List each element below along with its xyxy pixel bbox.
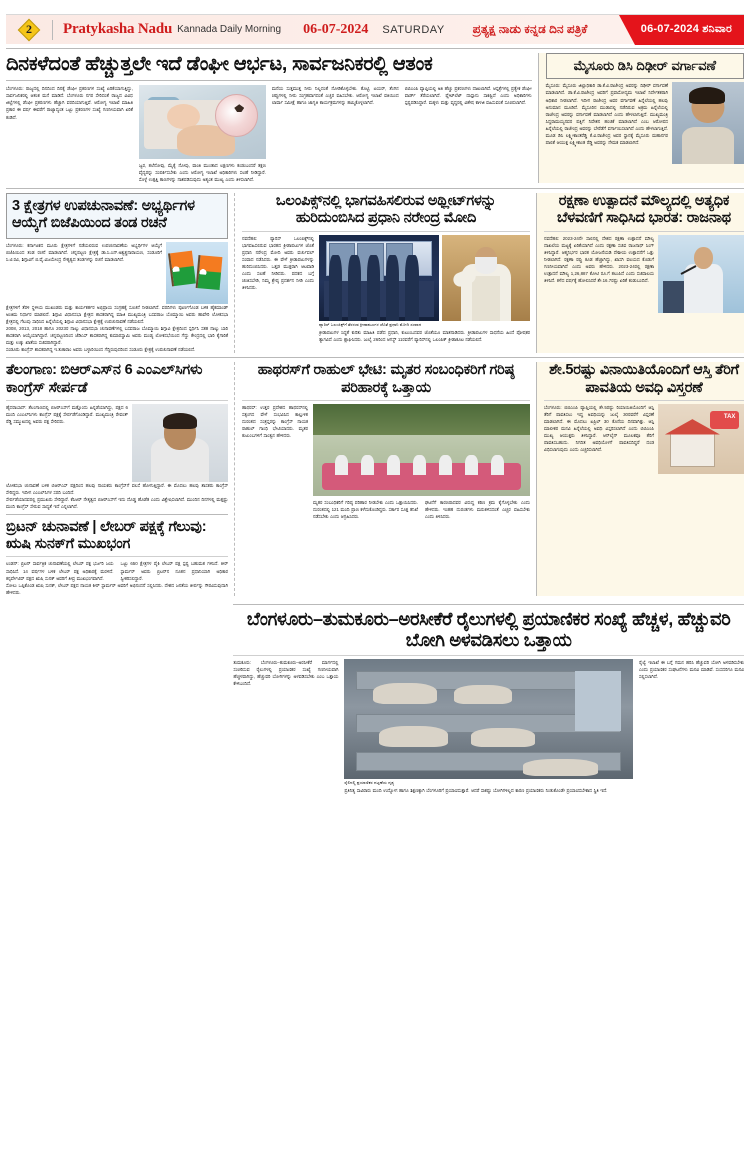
right-rail [538,53,744,183]
lotus-icon-1 [171,265,180,272]
telangana-headline: ತೆಲಂಗಾಣ: ಬಿಆರ್‌ಎಸ್‌ನ 6 ಎಂಎಲ್‌ಸಿಗಳು ಕಾಂಗ್ರೆಸ್ ಸೇರ್ಪಡೆ [6,362,203,396]
crowd-person-7 [491,455,504,475]
hathras-text-2: ಮೃತರ ಸಂಬಂಧಿಕರಿಗೆ ಗರಿಷ್ಠ ಪರಿಹಾರ ನೀಡಬೇಕು ಎಂದು ಒತ್ತಾಯಿಸಿದರು. ದುರಂತದಲ್ಲಿ 121 ಮಂದಿ ಪ್ರಾಣ ಕಳೆದುಕೊಂಡಿದ್ದರು. ಸರ್ಕಾರ ಸೂಕ್ತ ತನಿಖೆ ನಡೆಸಬೇಕು ಎಂದು ಆಗ್ರಹಿಸಿದರು. [313,499,418,519]
lead-col-3 [272,85,399,183]
rajnath-story [536,193,744,353]
tax-story [536,362,744,596]
britain-text-3: ಸೋಲು ಒಪ್ಪಿಕೊಂಡ ಋಷಿ ಸುನಕ್, ಲೇಬರ್ ಪಕ್ಷದ ನಾಯಕ ಕೀರ್ ಸ್ಟಾರ್ಮರ್ ಅವರಿಗೆ ಅಭಿನಂದನೆ ಸಲ್ಲಿಸಿದರು. ದೇಶದ ಜನತೆಯ ತೀರ್ಪನ್ನು ಗೌರವಿಸುವುದಾಗಿ ಹೇಳಿದರು. [6,582,228,595]
section-rule-2 [6,357,744,358]
britain-text-1: ಲಂಡನ್: ಬ್ರಿಟನ್ ಸಾರ್ವತ್ರಿಕ ಚುನಾವಣೆಯಲ್ಲಿ ಲೇಬರ್ ಪಕ್ಷ ಭರ್ಜರಿ ಜಯ ಸಾಧಿಸಿದೆ. 14 ವರ್ಷಗಳ ಬಳಿಕ ಲೇಬರ್ ಪಕ್ಷ ಅಧಿಕಾರಕ್ಕೆ ಮರಳಿದೆ. ಕನ್ಸರ್ವೇಟಿವ್ ಪಕ್ಷದ ಋಷಿ ಸುನಕ್ ಅವರಿಗೆ ತೀವ್ರ ಮುಖಭಂಗವಾಗಿದೆ. [6,561,114,581]
crowd-person-1 [335,455,348,475]
passenger-3 [379,726,448,748]
railway-text-1: ತುಮಕೂರು: ಬೆಂಗಳೂರು–ತುಮಕೂರು–ಅರಸೀಕೆರೆ ಮಾರ್ಗದಲ್ಲಿ ಸಂಚರಿಸುವ ರೈಲುಗಳಲ್ಲಿ ಪ್ರಯಾಣಿಕರ ಸಂಖ್ಯೆ ಗಣನೀಯವಾಗಿ ಹೆಚ್ಚಳವಾಗಿದ್ದು, ಹೆಚ್ಚುವರಿ ಬೋಗಿಗಳನ್ನು ಅಳವಡಿಸಬೇಕು ಎಂಬ ಒತ್ತಾಯ ಕೇಳಿಬಂದಿದೆ. [233,659,339,686]
bjp-flag-icon-1 [168,250,195,286]
lead-col-4 [405,85,532,183]
masthead-kannada-tagline: ಪ್ರತ್ಯಕ್ಷ ನಾಡು ಕನ್ನಡ ದಿನ ಪತ್ರಿಕೆ [472,22,588,36]
bjp-flag-icon-2 [196,256,222,291]
lead-col-2 [139,85,266,183]
masthead-divider [52,20,53,40]
rajnath-text: ನವದೆಹಲಿ: 2023-24ನೇ ಸಾಲಿನಲ್ಲಿ ದೇಶದ ರಕ್ಷಣಾ ಉತ್ಪಾದನೆ ಮೌಲ್ಯ ದಾಖಲೆಯ ಮಟ್ಟಕ್ಕೆ ಏರಿಕೆಯಾಗಿದೆ ಎಂದು ರಕ್ಷಣಾ ಸಚಿವ ರಾಜನಾಥ್ ಸಿಂಗ್ ತಿಳಿಸಿದ್ದಾರೆ. ಆತ್ಮನಿರ್ಭರ ಭಾರತ ಯೋಜನೆಯಡಿ ದೇಶೀಯ ಉತ್ಪಾದನೆಗೆ ಒತ್ತು ನೀಡಲಾಗಿದೆ. ರಕ್ಷಣಾ ರಫ್ತು ಕೂಡ ಹೆಚ್ಚಾಗಿದ್ದು, ಖಾಸಗಿ ವಲಯದ ಕೊಡುಗೆ ಗಣನೀಯವಾಗಿದೆ ಎಂದು ಅವರು ಹೇಳಿದರು. 2023-24ರಲ್ಲಿ ರಕ್ಷಣಾ ಉತ್ಪಾದನೆ ಮೌಲ್ಯ 1,26,887 ಕೋಟಿ ರೂ.ಗೆ ತಲುಪಿದೆ ಎಂದು ಸಚಿವಾಲಯ ತಿಳಿಸಿದೆ. ಕಳೆದ ವರ್ಷಕ್ಕೆ ಹೋಲಿಸಿದರೆ ಶೇ.16.7ರಷ್ಟು ಏರಿಕೆ ಕಂಡುಬಂದಿದೆ. [544,235,654,284]
train-crowd-photo [344,659,633,779]
audience-person-2 [348,255,361,320]
dc-body-icon [682,127,734,165]
britain-rule [6,556,228,557]
olympics-story [234,193,530,353]
section-rule-1 [6,188,744,189]
second-band [6,193,744,353]
railway-top-rule [233,604,744,605]
hathras-story [234,362,530,596]
railway-headline: ಬೆಂಗಳೂರು–ತುಮಕೂರು–ಅರಸೀಕೆರೆ ರೈಲುಗಳಲ್ಲಿ ಪ್ರಯಾಣಿಕರ ಸಂಖ್ಯೆ ಹೆಚ್ಚಳ, ಹೆಚ್ಚುವರಿ ಬೋಗಿ ಅಳವಡಿಸಲು ಒತ್ತಾಯ [246,609,731,651]
masthead [6,14,744,44]
mosquito-bubble-icon [215,94,258,137]
olympics-virtual-meet-photo [319,235,439,321]
bypoll-headline: 3 ಕ್ಷೇತ್ರಗಳ ಉಪಚುನಾವಣೆ: ಅಭ್ಯರ್ಥಿಗಳ ಆಯ್ಕೆಗೆ ಬಿಜೆಪಿಯಿಂದ ತಂಡ ರಚನೆ [12,198,195,232]
bypoll-story [6,193,228,353]
mysuru-dc-headline: ಮೈಸೂರು ಡಿಸಿ ದಿಢೀರ್ ವರ್ಗಾವಣೆ [573,58,716,73]
britain-text-2: ಒಟ್ಟು 650 ಕ್ಷೇತ್ರಗಳ ಪೈಕಿ ಲೇಬರ್ ಪಕ್ಷ ಸ್ಪಷ್ಟ ಬಹುಮತ ಗಳಿಸಿದೆ. ಕೀರ್ ಸ್ಟಾರ್ಮರ್ ಅವರು ಬ್ರಿಟನ್‌ನ ನೂತನ ಪ್ರಧಾನಿಯಾಗಿ ಅಧಿಕಾರ ಸ್ವೀಕರಿಸಲಿದ್ದಾರೆ. [120,561,228,581]
railway-photo-caption: ರೈಲಿನಲ್ಲಿ ಪ್ರಯಾಣಿಕರ ದಟ್ಟಣೆಯ ದೃಶ್ಯ [344,779,395,785]
lead-story-columns [6,85,532,183]
newspaper-subtitle: Kannada Daily Morning [177,24,282,35]
lead-story-rule [6,80,532,81]
mysuru-dc-headline-box [546,53,744,79]
revanth-hair-icon [163,413,198,429]
passenger-5 [523,759,598,776]
crowd-person-4 [413,455,426,475]
crowd-person-5 [439,455,452,475]
newspaper-title: Pratykasha Nadu [63,21,173,37]
lead-col-3-text: ಮನೆಯ ಸುತ್ತಮುತ್ತ ನೀರು ನಿಲ್ಲದಂತೆ ನೋಡಿಕೊಳ್ಳಬೇಕು. ತೊಟ್ಟಿ, ಟಯರ್, ತೆಂಗಿನ ಚಿಪ್ಪುಗಳಲ್ಲಿ ನೀರು ಸಂಗ್ರಹವಾಗದಂತೆ ಎಚ್ಚರ ವಹಿಸಬೇಕು. ಆರೋಗ್ಯ ಇಲಾಖೆ ವತಿಯಿಂದ ಲಾರ್ವಾ ಸಮೀಕ್ಷೆ ಹಾಗೂ ಜಾಗೃತಿ ಕಾರ್ಯಕ್ರಮಗಳನ್ನು ಹಮ್ಮಿಕೊಳ್ಳಲಾಗಿದೆ. [271,86,399,106]
tree-background-icon [313,404,530,435]
passenger-4 [471,728,534,747]
olympics-photo-caption: ಪ್ಯಾರಿಸ್ ಒಲಂಪಿಕ್ಸ್‌ಗೆ ತೆರಳುವ ಕ್ರೀಡಾಪಟುಗಳ ಜೊತೆ ಪ್ರಧಾನಿ ಮೋದಿ ಸಂವಾದ [319,321,422,327]
railway-story [233,600,744,794]
bypoll-headline-box [6,193,228,238]
bypoll-text-3: 2008, 2013, 2018 ಹಾಗೂ 2023ರ ನಾಲ್ಕು ವಿಧಾನಸಭಾ ಚುನಾವಣೆಗಳಲ್ಲಿ ಬಸವರಾಜ ಬೊಮ್ಮಾಯಿ ಶಿಗ್ಗಾವಿ ಕ್ಷೇತ್ರದಿಂದ ಸ್ಪರ್ಧಿಸಿ ಸತತ ನಾಲ್ಕು ಬಾರಿ ಶಾಸಕರಾಗಿ ಆಯ್ಕೆಯಾಗಿದ್ದಾರೆ. ಚನ್ನಪಟ್ಟಣದಿಂದ ಜೆಡಿಎಸ್ ಶಾಸಕರಾಗಿದ್ದ ಕುಮಾರಸ್ವಾಮಿ ಅವರು ಮಂಡ್ಯ ಲೋಕಸಭೆಯಿಂದ ಗೆದ್ದು ಕೇಂದ್ರದಲ್ಲಿ ಭಾರಿ ಕೈಗಾರಿಕೆ ಮತ್ತು ಉಕ್ಕು ಖಾತೆಯ ಸಚಿವರಾಗಿದ್ದಾರೆ. [6,325,228,346]
property-tax-photo [658,404,744,474]
masthead-day: SATURDAY [382,23,445,36]
bjp-flags-photo [166,242,228,304]
passenger-2 [454,685,512,704]
masthead-date: 06-07-2024 [303,21,369,37]
bypoll-text-1: ಬೆಂಗಳೂರು: ಕರ್ನಾಟಕದ ಮೂರು ಕ್ಷೇತ್ರಗಳಿಗೆ ನಡೆಯಲಿರುವ ಉಪಚುನಾವಣೆಯ ಅಭ್ಯರ್ಥಿಗಳ ಆಯ್ಕೆಗೆ ಬಿಜೆಪಿಯಿಂದ ತಂಡ ರಚನೆ ಮಾಡಲಾಗಿದೆ. ಚನ್ನಪಟ್ಟಣ ಕ್ಷೇತ್ರಕ್ಕೆ ಡಾ.ಸಿ.ಎನ್.ಅಶ್ವತ್ಥನಾರಾಯಣ, ಸಂಡೂರಿಗೆ ಸಿ.ಟಿ.ರವಿ, ಶಿಗ್ಗಾವಿಗೆ ಬಿ.ವೈ.ವಿಜಯೇಂದ್ರ ನೇತೃತ್ವದ ತಂಡಗಳನ್ನು ರಚನೆ ಮಾಡಲಾಗಿದೆ. [6,242,162,262]
hathras-rule [242,400,530,401]
newspaper-page [0,14,750,1162]
telangana-text-1: ಹೈದರಾಬಾದ್: ತೆಲಂಗಾಣದಲ್ಲಿ ಬಿಆರ್‌ಎಸ್‌ಗೆ ಮತ್ತೊಂದು ಹಿನ್ನಡೆಯಾಗಿದ್ದು, ಪಕ್ಷದ 6 ಮಂದಿ ಎಂಎಲ್‌ಸಿಗಳು ಕಾಂಗ್ರೆಸ್ ಪಕ್ಷಕ್ಕೆ ಸೇರ್ಪಡೆಗೊಂಡಿದ್ದಾರೆ. ಮುಖ್ಯಮಂತ್ರಿ ರೇವಂತ್ ರೆಡ್ಡಿ ಸಮ್ಮುಖದಲ್ಲಿ ಅವರು ಪಕ್ಷ ಸೇರಿದರು. [6,404,128,424]
masthead-bottom-rule [6,48,744,49]
telangana-rule [6,400,228,401]
crowd-person-6 [465,455,478,475]
tax-tag-label: TAX [723,414,736,421]
rajnath-photo [658,235,744,313]
crowd-person-3 [387,455,400,475]
lead-col-1 [6,85,133,183]
page-number-badge [16,19,42,41]
railway-text-3: ರೈಲ್ವೆ ಇಲಾಖೆ ಈ ಬಗ್ಗೆ ಗಮನ ಹರಿಸಿ ಹೆಚ್ಚುವರಿ ಬೋಗಿ ಅಳವಡಿಸಬೇಕು ಎಂದು ಪ್ರಯಾಣಿಕರ ಸಂಘಟನೆಗಳು ಮನವಿ ಮಾಡಿವೆ. ಸಂಸದರಿಗೂ ಮನವಿ ಸಲ್ಲಿಸಲಾಗಿದೆ. [639,659,744,679]
tax-rule [544,400,744,401]
olympics-rule [242,231,530,232]
bypoll-text-4: ಸಂಡೂರು ಕಾಂಗ್ರೆಸ್ ಶಾಸಕರಾಗಿದ್ದ ಇ.ತುಕಾರಾಂ ಅವರು ಬಳ್ಳಾರಿಯಿಂದ ಗೆದ್ದಿರುವುದರಿಂದ ಸಂಡೂರು ಕ್ಷೇತ್ರಕ್ಕೆ ಉಪಚುನಾವಣೆ ನಡೆಯಲಿದೆ. [6,347,196,353]
modi-photo [442,235,530,321]
railway-band [6,600,744,794]
hathras-text-1: ಹಾಥರಸ್: ಉತ್ತರ ಪ್ರದೇಶದ ಹಾಥರಸ್‌ನಲ್ಲಿ ಸತ್ಸಂಗದ ವೇಳೆ ಸಂಭವಿಸಿದ ಕಾಲ್ತುಳಿತ ದುರಂತದ ಸಂತ್ರಸ್ತರನ್ನು ಕಾಂಗ್ರೆಸ್ ನಾಯಕ ರಾಹುಲ್ ಗಾಂಧಿ ಭೇಟಿಯಾದರು. ಮೃತರ ಕುಟುಂಬಗಳಿಗೆ ಸಾಂತ್ವನ ಹೇಳಿದರು. [242,404,308,439]
tax-text: ಬೆಂಗಳೂರು: ಬಿಬಿಎಂಪಿ ವ್ಯಾಪ್ತಿಯಲ್ಲಿ ಶೇ.5ರಷ್ಟು ರಿಯಾಯಿತಿಯೊಂದಿಗೆ ಆಸ್ತಿ ತೆರಿಗೆ ಪಾವತಿಸಲು ಇದ್ದ ಅವಧಿಯನ್ನು ಜುಲೈ 30ರವರೆಗೆ ವಿಸ್ತರಣೆ ಮಾಡಲಾಗಿದೆ. ಈ ಮೊದಲು ಏಪ್ರಿಲ್ 30 ಕೊನೆಯ ದಿನವಾಗಿತ್ತು. ಆಸ್ತಿ ಮಾಲೀಕರ ಮನವಿ ಹಿನ್ನೆಲೆಯಲ್ಲಿ ಅವಧಿ ವಿಸ್ತರಿಸಲಾಗಿದೆ ಎಂದು ಬಿಬಿಎಂಪಿ ಮುಖ್ಯ ಆಯುಕ್ತರು ತಿಳಿಸಿದ್ದಾರೆ. ಆನ್‌ಲೈನ್ ಮೂಲಕವೂ ತೆರಿಗೆ ಪಾವತಿಸಬಹುದು. ನಿಗದಿತ ಅವಧಿಯೊಳಗೆ ಪಾವತಿಸದಿದ್ದರೆ ದಂಡ ವಿಧಿಸಲಾಗುವುದು ಎಂದು ಎಚ್ಚರಿಸಲಾಗಿದೆ. [544,404,654,453]
masthead-date-badge [635,15,744,45]
mysuru-dc-photo [672,82,744,164]
revanth-reddy-photo [132,404,228,482]
train-window-icon [575,671,621,731]
rajnath-body-icon [684,264,724,312]
lotus-icon-2 [199,269,208,276]
tax-headline: ಶೇ.5ರಷ್ಟು ವಿನಾಯಿತಿಯೊಂದಿಗೆ ಆಸ್ತಿ ತೆರಿಗೆ ಪಾವತಿಯ ಅವಧಿ ವಿಸ್ತರಣೆ [549,362,739,396]
lead-story-headline: ದಿನಕಳೆದಂತೆ ಹೆಚ್ಚುತ್ತಲೇ ಇದೆ ಡೆಂಘೀ ಆರ್ಭಟ, ಸಾರ್ವಜನಿಕರಲ್ಲಿ ಆತಂಕ [6,53,433,75]
olympics-text-2: ಕ್ರೀಡಾಪಟುಗಳ ಸಿದ್ಧತೆ ಕುರಿತು ಮಾಹಿತಿ ಪಡೆದ ಪ್ರಧಾನಿ, ಕುಟುಂಬದವರ ಜೊತೆಯೂ ಮಾತನಾಡಿದರು. ಕ್ರೀಡಾಪಟುಗಳ ಸಾಧನೆಯ ಹಿಂದೆ ಪೋಷಕರ ತ್ಯಾಗವಿದೆ ಎಂದು ಶ್ಲಾಘಿಸಿದರು. ಜುಲೈ 26ರಿಂದ ಆಗಸ್ಟ್ 11ರವರೆಗೆ ಪ್ಯಾರಿಸ್‌ನಲ್ಲಿ ಒಲಂಪಿಕ್ ಕ್ರೀಡಾಕೂಟ ನಡೆಯಲಿದೆ. [319,329,530,342]
dc-hair-icon [689,87,725,103]
audience-person-5 [405,255,418,320]
hathras-headline: ಹಾಥರಸ್‌ಗೆ ರಾಹುಲ್ ಭೇಟಿ: ಮೃತರ ಸಂಬಂಧಿಕರಿಗೆ ಗರಿಷ್ಠ ಪರಿಹಾರಕ್ಕೆ ಒತ್ತಾಯ [257,362,515,396]
page-number: 2 [26,22,32,36]
hathras-text-3: ಘಟನೆಗೆ ಕಾರಣರಾದವರ ವಿರುದ್ಧ ಕಠಿಣ ಕ್ರಮ ಕೈಗೊಳ್ಳಬೇಕು ಎಂದು ಹೇಳಿದರು. ಇಂತಹ ದುರಂತಗಳು ಮರುಕಳಿಸದಂತೆ ಎಚ್ಚರ ವಹಿಸಬೇಕು ಎಂದು ತಿಳಿಸಿದರು. [425,499,530,519]
lead-story [6,53,532,183]
britain-divider [6,514,228,515]
passenger-1 [373,683,436,705]
telangana-text-2: ಲೋಕಸಭಾ ಚುನಾವಣೆ ಬಳಿಕ ಬಿಆರ್‌ಎಸ್ ಪಕ್ಷದಿಂದ ಹಲವು ನಾಯಕರು ಕಾಂಗ್ರೆಸ್‌ಗೆ ವಲಸೆ ಹೋಗುತ್ತಿದ್ದಾರೆ. ಈ ಮೊದಲು ಹಲವು ಶಾಸಕರು ಕಾಂಗ್ರೆಸ್ ಸೇರಿದ್ದರು. ಇದೀಗ ಎಂಎಲ್‌ಸಿಗಳ ಸರದಿ ಬಂದಿದೆ. [6,482,228,495]
railway-left-spacer [6,600,227,794]
modi-vest-icon [472,276,500,321]
masthead-date-badge-text: 06-07-2024 ಶನಿವಾರ [640,23,732,35]
mysuru-dc-text: ಮೈಸೂರು: ಮೈಸೂರು ಜಿಲ್ಲಾಧಿಕಾರಿ ಡಾ.ಕೆ.ವಿ.ರಾಜೇಂದ್ರ ಅವರನ್ನು ದಿಢೀರ್ ವರ್ಗಾವಣೆ ಮಾಡಲಾಗಿದೆ. ಡಾ.ಕೆ.ವಿ.ರಾಜೇಂದ್ರ ಅವರಿಗೆ ಪ್ರವಾಸೋದ್ಯಮ ಇಲಾಖೆ ನಿರ್ದೇಶಕರಾಗಿ ಅಧಿಕಾರ ನೀಡಲಾಗಿದೆ. ಇದೀಗ ರಾಜೇಂದ್ರ ಅವರ ವರ್ಗಾವಣೆ ಹಿನ್ನೆಲೆಯಲ್ಲಿ ಹಲವು ಅನುಮಾನ ಮೂಡಿದೆ. ಮೈಸೂರಿನ ಮುಡಾದಲ್ಲಿ ನಡೆದಿರುವ ಅಕ್ರಮ ಹಿನ್ನೆಲೆಯಲ್ಲಿ ರಾಜೇಂದ್ರ ಅವರನ್ನು ವರ್ಗಾವಣೆ ಮಾಡಲಾಗಿದೆ ಎಂದು ಹೇಳಲಾಗುತ್ತಿದೆ. ಮುಖ್ಯಮಂತ್ರಿ ಸಿದ್ದರಾಮಯ್ಯನವರ ಪತ್ನಿಗೆ ನಿವೇಶನ ಹಂಚಿಕೆ ಮಾಡಲಾಗಿದೆ ಎಂಬ ಆರೋಪದ ಹಿನ್ನೆಲೆಯಲ್ಲಿ ರಾಜೇಂದ್ರ ಅವರನ್ನು ಬೇರೆಡೆಗೆ ವರ್ಗಾಯಿಸಲಾಗಿದೆ ಎಂದು ಹೇಳಲಾಗುತ್ತಿದೆ. ಮೂಡ ಡಿಸಿ ಲಕ್ಷ್ಮೀಕಾಂತರೆಡ್ಡಿ ಕೆ.ವಿ.ರಾಜೇಂದ್ರ ಅವರ ಸ್ಥಾನಕ್ಕೆ ಮೈಸೂರು ಮಹಾನಗರ ಪಾಲಿಕೆ ಆಯುಕ್ತ ಲಕ್ಷ್ಮೀಕಾಂತ ರೆಡ್ಡಿ ಅವರನ್ನು ನೇಮಕ ಮಾಡಲಾಗಿದೆ. [545,83,668,146]
third-band [6,362,744,596]
audience-person-3 [367,255,380,320]
rajnath-head-icon [694,247,713,269]
lead-col-4-text: ಬಿಬಿಎಂಪಿ ವ್ಯಾಪ್ತಿಯಲ್ಲಿ ಅತಿ ಹೆಚ್ಚು ಪ್ರಕರಣಗಳು ದಾಖಲಾಗಿವೆ. ಆಸ್ಪತ್ರೆಗಳಲ್ಲಿ ಪ್ರತ್ಯೇಕ ಡೆಂಘೀ ವಾರ್ಡ್ ತೆರೆಯಲಾಗಿದೆ. ಪ್ಲೇಟ್‌ಲೆಟ್ ದಾಸ್ತಾನು ಸಾಕಷ್ಟಿದೆ ಎಂದು ಅಧಿಕಾರಿಗಳು ಸ್ಪಷ್ಟಪಡಿಸಿದ್ದಾರೆ. ಮಕ್ಕಳು ಮತ್ತು ವೃದ್ಧರಲ್ಲಿ ವಿಶೇಷ ಕಾಳಜಿ ವಹಿಸುವಂತೆ ಸೂಚಿಸಲಾಗಿದೆ. [404,86,532,106]
bypoll-text-2: ಕ್ಷೇತ್ರಗಳಿಗೆ ತೆರಳಿ ಸ್ಥಳೀಯ ಮುಖಂಡರು ಮತ್ತು ಕಾರ್ಯಕರ್ತರ ಅಭಿಪ್ರಾಯ ಸಂಗ್ರಹಕ್ಕೆ ಸೂಚನೆ ನೀಡಲಾಗಿದೆ. ವರದಿಗಳು ಪೂರ್ಣಗೊಂಡ ಬಳಿಕ ಹೈಕಮಾಂಡ್ ಅಂತಿಮ ನಿರ್ಧಾರ ಮಾಡಲಿದೆ. ಶಿಗ್ಗಾವಿ ವಿಧಾನಸಭಾ ಕ್ಷೇತ್ರದ ಶಾಸಕರಾಗಿದ್ದ ಮಾಜಿ ಮುಖ್ಯಮಂತ್ರಿ ಬಸವರಾಜ ಬೊಮ್ಮಾಯಿ ಅವರು ಹಾವೇರಿ ಲೋಕಸಭಾ ಕ್ಷೇತ್ರದಲ್ಲಿ ಗೆಲುವು ಸಾಧಿಸಿದ ಹಿನ್ನೆಲೆಯಲ್ಲಿ ಶಿಗ್ಗಾವಿ ವಿಧಾನಸಭಾ ಕ್ಷೇತ್ರಕ್ಕೆ ಉಪಚುನಾವಣೆ ನಡೆಯಲಿದೆ. [6,304,228,324]
telangana-text-3: ಸೇರ್ಪಡೆಯಾದವರಲ್ಲಿ ಪ್ರಮುಖರು ಸೇರಿದ್ದಾರೆ. ಕೆಸಿಆರ್ ನೇತೃತ್ವದ ಬಿಆರ್‌ಎಸ್‌ಗೆ ಇದು ದೊಡ್ಡ ಹೊಡೆತ ಎಂದು ವಿಶ್ಲೇಷಿಸಲಾಗಿದೆ. ಮುಂದಿನ ದಿನಗಳಲ್ಲಿ ಮತ್ತಷ್ಟು ಮಂದಿ ಕಾಂಗ್ರೆಸ್ ಸೇರುವ ಸಾಧ್ಯತೆ ಇದೆ ಎನ್ನಲಾಗಿದೆ. [6,496,228,510]
audience-person-1 [329,255,342,320]
britain-headline: ಬ್ರಿಟನ್ ಚುನಾವಣೆ | ಲೇಬರ್ ಪಕ್ಷಕ್ಕೆ ಗೆಲುವು: ಋಷಿ ಸುನಕ್‌ಗೆ ಮುಖಭಂಗ [6,519,207,553]
dengue-photo [139,85,266,159]
left-rail [6,362,228,596]
hathras-crowd-photo [313,404,530,496]
top-section [6,53,744,183]
lead-col-2-text: ಜ್ವರ, ತಲೆನೋವು, ಮೈಕೈ ನೋವು, ವಾಂತಿ ಮುಂತಾದ ಲಕ್ಷಣಗಳು ಕಂಡುಬಂದರೆ ತಕ್ಷಣ ವೈದ್ಯರನ್ನು ಸಂಪರ್ಕಿಸಬೇಕು ಎಂದು ಆರೋಗ್ಯ ಇಲಾಖೆ ಅಧಿಕಾರಿಗಳು ಸಲಹೆ ನೀಡಿದ್ದಾರೆ. ಸೊಳ್ಳೆ ಉತ್ಪತ್ತಿ ತಾಣಗಳನ್ನು ನಾಶಪಡಿಸುವುದು ಅತ್ಯಂತ ಮುಖ್ಯ ಎಂದು ತಿಳಿಸಲಾಗಿದೆ. [138,163,266,183]
rajnath-rule [544,231,744,232]
olympics-text-1: ನವದೆಹಲಿ: ಪ್ಯಾರಿಸ್ ಒಲಂಪಿಕ್ಸ್‌ನಲ್ಲಿ ಭಾಗವಹಿಸಲಿರುವ ಭಾರತದ ಕ್ರೀಡಾಪಟುಗಳ ಜೊತೆ ಪ್ರಧಾನಿ ನರೇಂದ್ರ ಮೋದಿ ಅವರು ವರ್ಚುವಲ್ ಸಂವಾದ ನಡೆಸಿದರು. ಈ ವೇಳೆ ಕ್ರೀಡಾಪಟುಗಳನ್ನು ಹುರಿದುಂಬಿಸಿದರು. ಒತ್ತಡ ಮುಕ್ತರಾಗಿ ಆಟವಾಡಿ ಎಂದು ಸಲಹೆ ನೀಡಿದರು. ಪದಕದ ಬಗ್ಗೆ ಚಿಂತಿಸಬೇಡಿ, ನಿಮ್ಮ ಶ್ರೇಷ್ಠ ಪ್ರದರ್ಶನ ನೀಡಿ ಎಂದು ತಿಳಿಸಿದರು. [242,235,314,291]
rajnath-headline: ರಕ್ಷಣಾ ಉತ್ಪಾದನೆ ಮೌಲ್ಯದಲ್ಲಿ ಅತ್ಯಧಿಕ ಬೆಳವಣಿಗೆ ಸಾಧಿಸಿದ ಭಾರತ: ರಾಜನಾಥ [557,193,731,227]
crowd-person-2 [361,455,374,475]
house-icon [670,433,715,467]
lead-col-1-text: ಬೆಂಗಳೂರು: ರಾಜ್ಯದಲ್ಲಿ ದಿನದಿಂದ ದಿನಕ್ಕೆ ಡೆಂಘೀ ಪ್ರಕರಣಗಳ ಸಂಖ್ಯೆ ಏರಿಕೆಯಾಗುತ್ತಿದ್ದು, ಸಾರ್ವಜನಿಕರಲ್ಲಿ ಆತಂಕ ಮನೆ ಮಾಡಿದೆ. ಬೆಂಗಳೂರು ನಗರ ಸೇರಿದಂತೆ ರಾಜ್ಯದ ವಿವಿಧ ಜಿಲ್ಲೆಗಳಲ್ಲಿ ಡೆಂಘೀ ಪ್ರಕರಣಗಳು ಹೆಚ್ಚಾಗಿ ವರದಿಯಾಗುತ್ತಿವೆ. ಆರೋಗ್ಯ ಇಲಾಖೆ ಮಾಹಿತಿ ಪ್ರಕಾರ ಈ ವರ್ಷ ಈವರೆಗೆ ರಾಜ್ಯಾದ್ಯಂತ ಒಟ್ಟು ಪ್ರಕರಣಗಳ ಸಂಖ್ಯೆ ಗಣನೀಯವಾಗಿ ಏರಿಕೆ ಕಂಡಿದೆ. [6,86,133,120]
audience-person-4 [386,255,399,320]
railway-text-2: ಪ್ರತಿನಿತ್ಯ ಸಾವಿರಾರು ಮಂದಿ ಉದ್ಯೋಗ ಹಾಗೂ ಶಿಕ್ಷಣಕ್ಕಾಗಿ ಬೆಂಗಳೂರಿಗೆ ಪ್ರಯಾಣಿಸುತ್ತಾರೆ. ಆದರೆ ಸಾಕಷ್ಟು ಬೋಗಿಗಳಿಲ್ಲದ ಕಾರಣ ಪ್ರಯಾಣಿಕರು ನಿಂತುಕೊಂಡೇ ಪ್ರಯಾಣಿಸಬೇಕಾದ ಸ್ಥಿತಿ ಇದೆ. [344,787,608,793]
railway-rule [233,655,744,656]
olympics-headline: ಒಲಂಪಿಕ್ಸ್‌ನಲ್ಲಿ ಭಾಗವಹಿಸಲಿರುವ ಅಥ್ಲೀಟ್‌ಗಳನ್ನು ಹುರಿದುಂಬಿಸಿದ ಪ್ರಧಾನಿ ನರೇಂದ್ರ ಮೋದಿ [275,193,497,227]
